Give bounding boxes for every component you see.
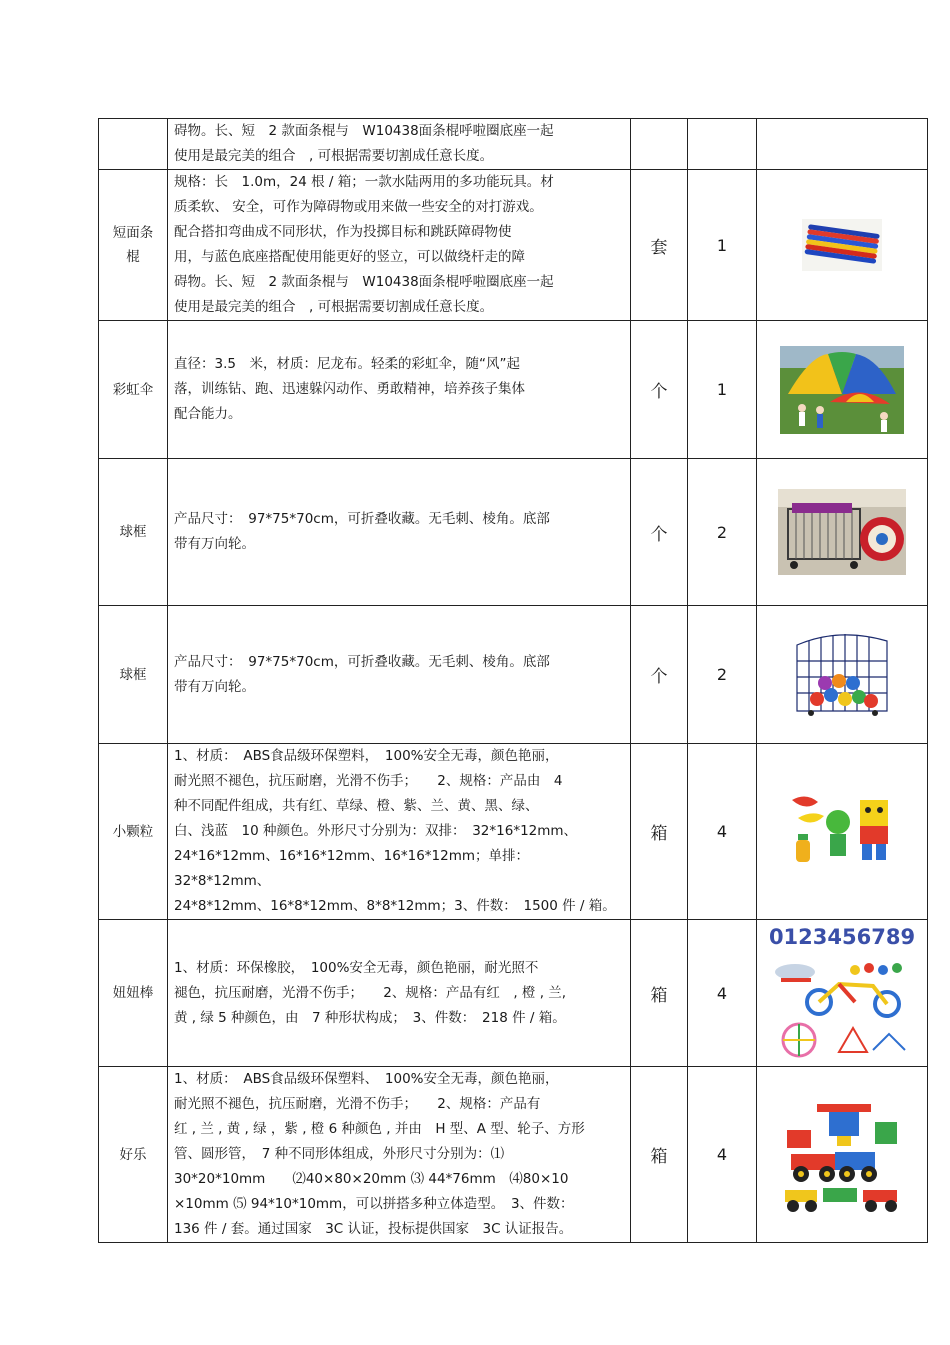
item-qty-cell: 4 [688, 744, 757, 920]
item-name-cell: 妞妞棒 [99, 920, 168, 1067]
item-name-cell: 球框 [99, 606, 168, 744]
number-display-text: 0123456789 [769, 925, 915, 949]
table-row [99, 119, 928, 170]
item-description-cell: 直径：3.5 米，材质：尼龙布。轻柔的彩虹伞，随“风”起 落，训练钻、跑、迅速躲闪动作、勇敢精神，培养孩子集体 配合能力。 [168, 321, 631, 459]
ball-cage-image [789, 625, 895, 725]
item-image-cell [757, 606, 928, 744]
item-description-cell: 1、材质：环保橡胶， 100%安全无毒，颜色艳丽，耐光照不 褪色，抗压耐磨，光滑不伤手； 2、规格：产品有红 , 橙 , 兰, 黄 , 绿 5 种颜色，由 7 种形状构成； 3、件数： 218 件 / 箱。 [168, 920, 631, 1067]
item-image-cell [757, 1067, 928, 1243]
table-row [99, 1067, 928, 1243]
item-image-cell [757, 744, 928, 920]
item-name-cell: 好乐 [99, 1067, 168, 1243]
small-blocks-image [788, 792, 896, 872]
item-description-cell: 1、材质： ABS食品级环保塑料， 100%安全无毒，颜色艳丽， 耐光照不褪色，抗压耐磨，光滑不伤手； 2、规格：产品由 4 种不同配件组成，共有红、草绿、橙、紫、兰、黄、黑、绿、 白、浅蓝 10 种颜色。外形尺寸分别为：双排： 32*16*12mm、 24*16*12mm、16*16*12mm、16*16*12mm；单排： 32*8*12mm、 24*8*12mm、16*8*12mm、8*8*12mm；3、件数： 1500 件 / 箱。 [168, 744, 631, 920]
item-image-cell [757, 170, 928, 321]
table-row [99, 920, 928, 1067]
item-description-cell: 规格：长 1.0m，24 根 / 箱；一款水陆两用的多功能玩具。材 质柔软、 安全，可作为障碍物或用来做一些安全的对打游戏。 配合搭扣弯曲成不同形状，作为投掷目标和跳跃障碍物使 用，与蓝色底座搭配使用能更好的竖立，可以做绕杆走的障 碍物。长、短 2 款面条棍与 W10438面条棍呼啦圈底座一起 使用是最完美的组合 , 可根据需要切割成任意长度。 [168, 170, 631, 321]
item-unit-cell: 箱 [631, 920, 688, 1067]
item-unit-cell: 箱 [631, 1067, 688, 1243]
rainbow-umbrella-image [780, 346, 904, 434]
item-name-cell: 球框 [99, 459, 168, 606]
table-row [99, 321, 928, 459]
product-table [98, 118, 928, 1243]
item-unit-cell [631, 119, 688, 170]
item-image-cell [757, 321, 928, 459]
item-qty-cell: 2 [688, 606, 757, 744]
item-unit-cell: 个 [631, 606, 688, 744]
table-row [99, 744, 928, 920]
item-qty-cell: 1 [688, 321, 757, 459]
building-toys-image [777, 1092, 907, 1218]
table-row [99, 170, 928, 321]
item-unit-cell: 套 [631, 170, 688, 321]
item-description-cell: 1、材质： ABS食品级环保塑料、 100%安全无毒，颜色艳丽， 耐光照不褪色，抗压耐磨，光滑不伤手； 2、规格：产品有 红 , 兰 , 黄 , 绿 ，紫 , 橙 6 种颜色 , 并由 H 型、A 型、轮子、方形 管、圆形管， 7 种不同形体组成，外形尺寸分别为：⑴ 30*20*10mm ⑵40×80×20mm ⑶ 44*76mm ⑷80×10 ×10mm ⑸ 94*10*10mm，可以拼搭多种立体造型。 3、件数： 136 件 / 套。通过国家 3C 认证，投标提供国家 3C 认证报告。 [168, 1067, 631, 1243]
item-unit-cell: 个 [631, 459, 688, 606]
item-qty-cell: 2 [688, 459, 757, 606]
item-image-cell [757, 920, 928, 1067]
item-description-cell: 碍物。长、短 2 款面条棍与 W10438面条棍呼啦圈底座一起 使用是最完美的组合 , 可根据需要切割成任意长度。 [168, 119, 631, 170]
item-unit-cell: 个 [631, 321, 688, 459]
table-row [99, 459, 928, 606]
item-description-cell: 产品尺寸： 97*75*70cm，可折叠收藏。无毛刺、棱角。底部 带有万向轮。 [168, 606, 631, 744]
item-name-cell: 短面条棍 [99, 170, 168, 321]
item-qty-cell: 4 [688, 920, 757, 1067]
ball-cart-image [778, 489, 906, 575]
item-name-cell: 彩虹伞 [99, 321, 168, 459]
item-name-cell [99, 119, 168, 170]
stick-toys-image [769, 922, 915, 1064]
noodle-sticks-image [802, 219, 882, 271]
item-image-cell [757, 459, 928, 606]
item-name-cell: 小颗粒 [99, 744, 168, 920]
table-row [99, 606, 928, 744]
item-description-cell: 产品尺寸： 97*75*70cm，可折叠收藏。无毛刺、棱角。底部 带有万向轮。 [168, 459, 631, 606]
item-image-cell [757, 119, 928, 170]
item-qty-cell: 1 [688, 170, 757, 321]
item-qty-cell [688, 119, 757, 170]
item-qty-cell: 4 [688, 1067, 757, 1243]
item-unit-cell: 箱 [631, 744, 688, 920]
